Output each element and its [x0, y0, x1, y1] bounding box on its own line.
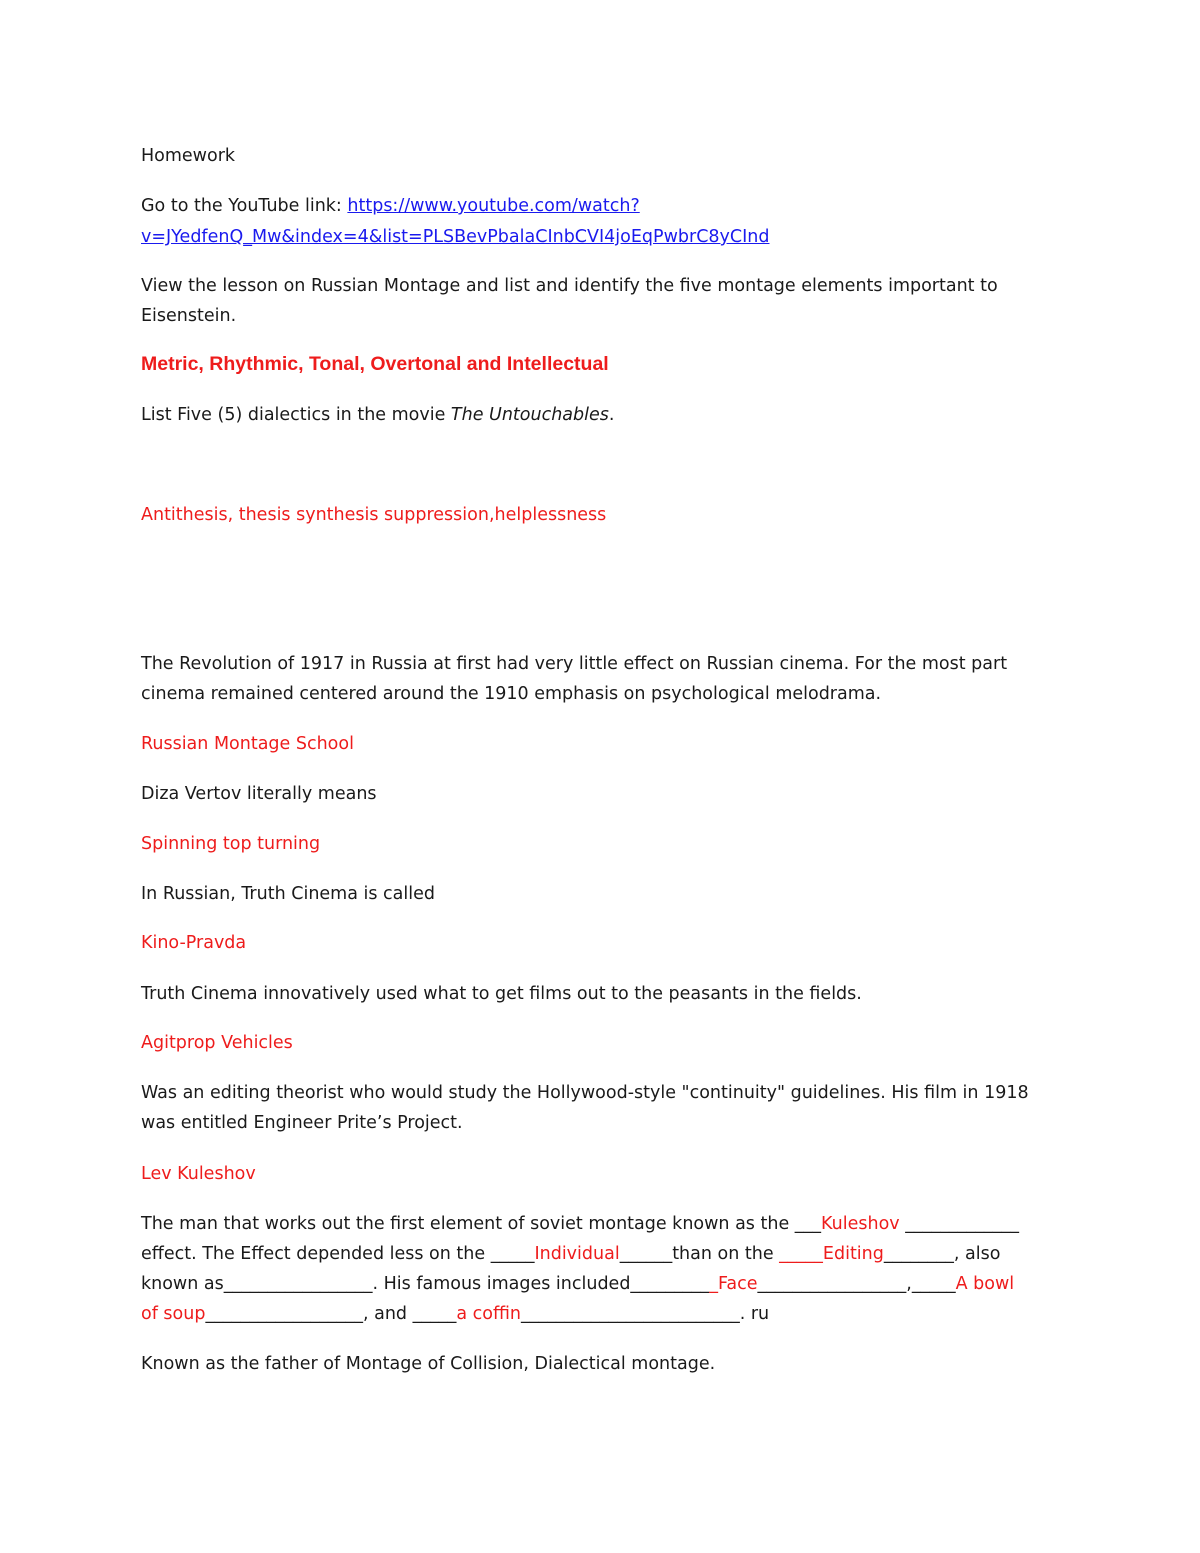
answer-dialectics: Antithesis, thesis synthesis suppression,helplessness	[141, 505, 607, 525]
fill-text: known as_________________. His famous images included_________	[141, 1274, 710, 1294]
fill-text: _____________	[899, 1214, 1019, 1234]
question-truth-cinema: In Russian, Truth Cinema is called	[141, 884, 435, 904]
fill-text: effect. The Effect depended less on the _____	[141, 1244, 535, 1264]
youtube-link-part1[interactable]: https://www.youtube.com/watch?	[347, 196, 640, 216]
answer-montage-elements: Metric, Rhythmic, Tonal, Overtonal and Intellectual	[141, 353, 609, 375]
fill-text: __________________, and _____	[205, 1304, 457, 1324]
answer-vehicles: Agitprop Vehicles	[141, 1033, 293, 1053]
fill-answer: _____Editing	[779, 1244, 884, 1264]
fill-answer: a coffin	[456, 1304, 521, 1324]
question-vehicles: Truth Cinema innovatively used what to get films out to the peasants in the fields.	[141, 984, 862, 1004]
fill-blank-line2	[141, 1243, 1000, 1265]
answer-vertov: Spinning top turning	[141, 834, 321, 854]
revolution-line2: cinema remained centered around the 1910 emphasis on psychological melodrama.	[141, 684, 882, 704]
fill-text: _________________________. ru	[520, 1304, 770, 1324]
view-lesson-line1: View the lesson on Russian Montage and list and identify the five montage elements important to	[141, 276, 998, 296]
dialectics-question	[141, 404, 614, 426]
fill-text: The man that works out the first element of soviet montage known as the ___	[141, 1214, 822, 1234]
page-title: Homework	[141, 146, 236, 166]
youtube-instruction	[141, 195, 640, 217]
answer-theorist: Lev Kuleshov	[141, 1164, 256, 1184]
dialectics-question-text: List Five (5) dialectics in the movie	[141, 405, 451, 425]
question-father-montage: Known as the father of Montage of Collision, Dialectical montage.	[141, 1354, 716, 1374]
dialectics-question-period: .	[608, 405, 615, 425]
fill-answer: _Face	[709, 1274, 758, 1294]
fill-answer: Kuleshov	[821, 1214, 900, 1234]
fill-text: ________, also	[883, 1244, 1001, 1264]
answer-truth-cinema: Kino-Pravda	[141, 933, 247, 953]
fill-answer: of soup	[141, 1304, 206, 1324]
fill-text: _________________,_____	[757, 1274, 956, 1294]
fill-blank-line4	[141, 1303, 769, 1325]
answer-school: Russian Montage School	[141, 734, 354, 754]
question-theorist-line2: was entitled Engineer Prite’s Project.	[141, 1113, 463, 1133]
fill-blank-line1	[141, 1213, 1019, 1235]
youtube-instruction-text: Go to the YouTube link:	[141, 196, 348, 216]
fill-text: ______than on the	[619, 1244, 780, 1264]
question-theorist-line1: Was an editing theorist who would study the Hollywood-style "continuity" guidelines. His film in 1918	[141, 1083, 1029, 1103]
movie-title: The Untouchables	[450, 405, 609, 425]
youtube-link-line2	[141, 226, 769, 248]
youtube-link-part2[interactable]: v=JYedfenQ_Mw&index=4&list=PLSBevPbalaCInbCVI4joEqPwbrC8yCInd	[141, 227, 770, 247]
fill-blank-line3	[141, 1273, 1014, 1295]
view-lesson-line2: Eisenstein.	[141, 306, 237, 326]
question-vertov: Diza Vertov literally means	[141, 784, 377, 804]
fill-answer: Individual	[534, 1244, 620, 1264]
revolution-line1: The Revolution of 1917 in Russia at first had very little effect on Russian cinema. For the most part	[141, 654, 1008, 674]
fill-answer: A bowl	[955, 1274, 1015, 1294]
